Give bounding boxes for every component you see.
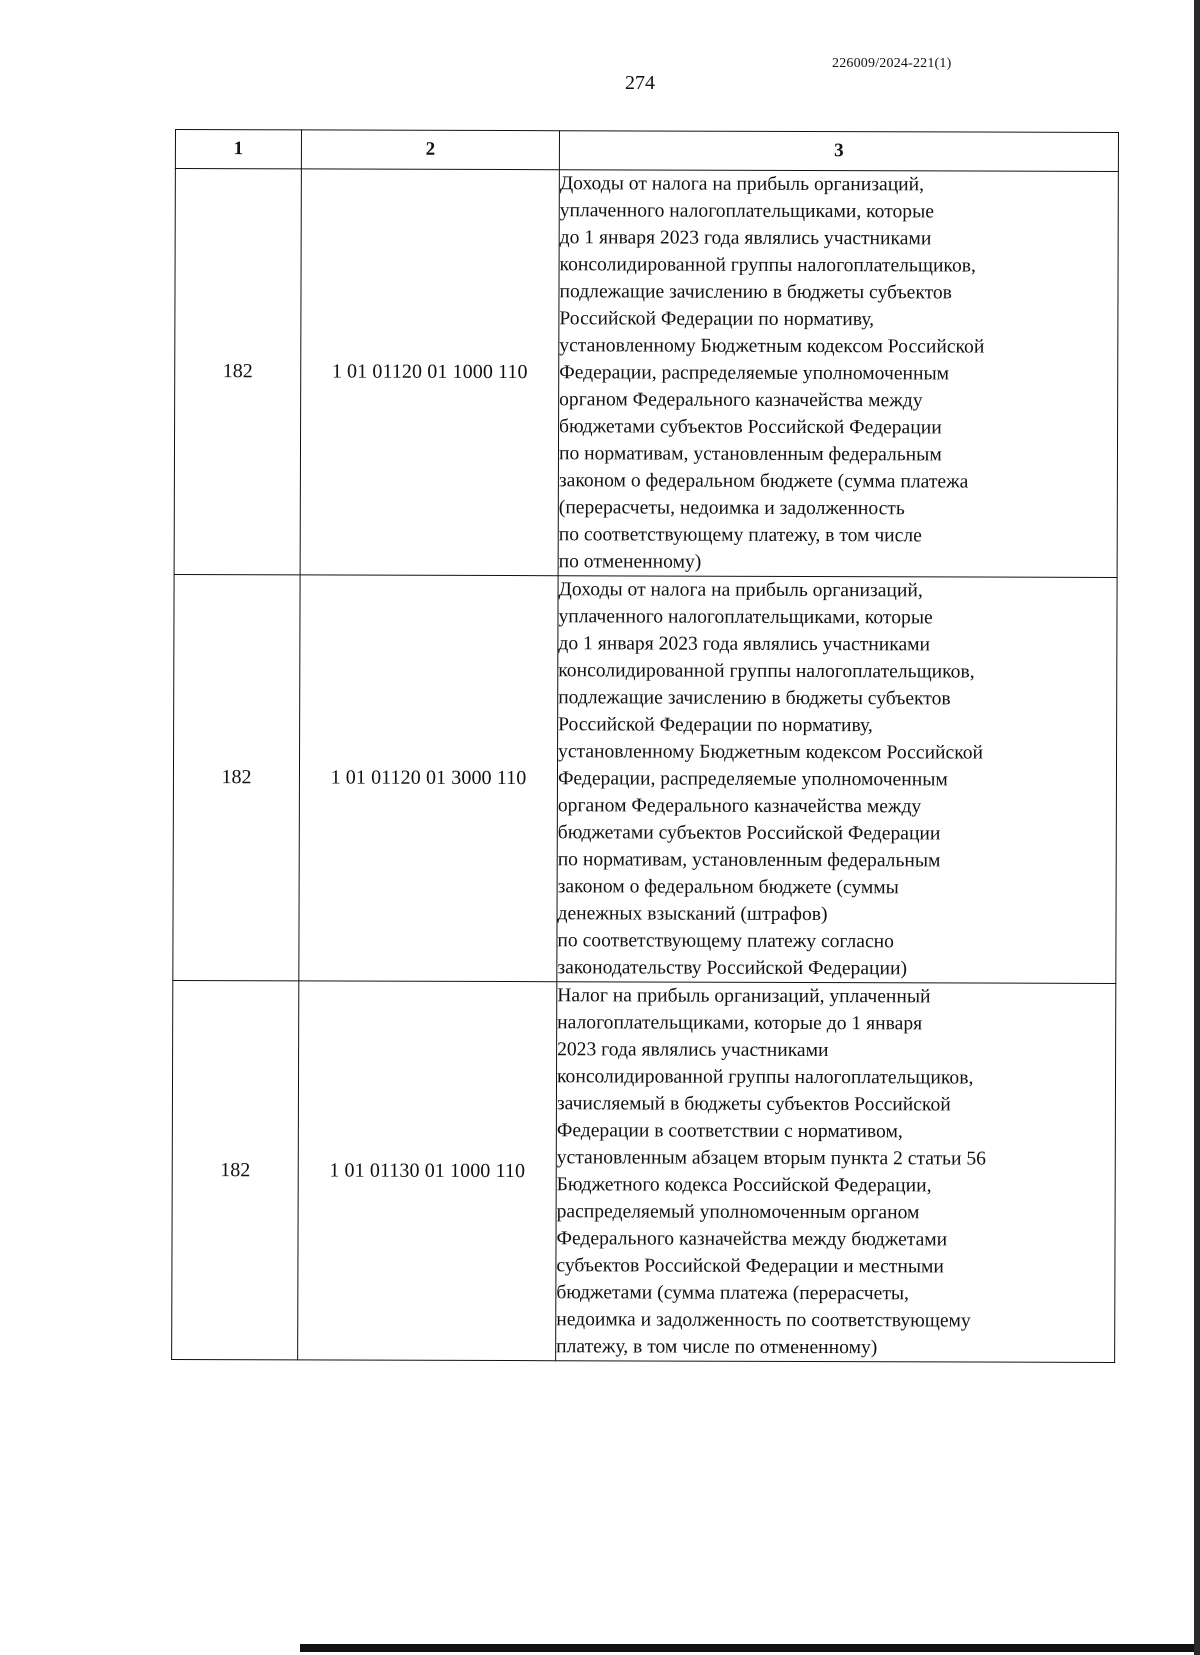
description-line: недоимка и задолженность по соответствующему <box>556 1309 971 1332</box>
description-line: Федерации в соответствии с нормативом, <box>556 1120 903 1143</box>
description-line: (перерасчеты, недоимка и задолженность <box>558 497 905 520</box>
description-line: распределяемый уполномоченным органом <box>556 1201 920 1224</box>
admin-code-cell: 182 <box>172 980 299 1359</box>
description-line: Федерации, распределяемые уполномоченным <box>557 768 948 791</box>
table-header-row <box>175 130 1118 172</box>
description-line: Бюджетного кодекса Российской Федерации, <box>556 1174 932 1197</box>
table-row <box>173 574 1117 983</box>
description-line: законом о федеральном бюджете (суммы <box>557 876 899 899</box>
budget-classification-code-cell: 1 01 01130 01 1000 110 <box>298 981 557 1361</box>
table-row <box>174 169 1118 578</box>
admin-code-cell: 182 <box>174 169 301 575</box>
description-line: уплаченного налогоплательщиками, которые <box>558 606 933 629</box>
budget-classification-code-cell: 1 01 01120 01 3000 110 <box>299 575 558 982</box>
description-line: до 1 января 2023 года являлись участниками <box>559 227 932 250</box>
page-number: 274 <box>625 72 655 94</box>
description-line: подлежащие зачислению в бюджеты субъектов <box>559 281 952 304</box>
description-line: Российской Федерации по нормативу, <box>558 714 873 737</box>
description-line: по нормативам, установленным федеральным <box>558 443 942 466</box>
budget-code-table <box>171 129 1119 1363</box>
description-line: уплаченного налогоплательщиками, которые <box>559 200 935 223</box>
description-line: установленному Бюджетным кодексом Российской <box>559 335 985 358</box>
description-line: консолидированной группы налогоплательщиков, <box>558 660 975 683</box>
column-header-2: 2 <box>301 130 559 170</box>
description-line: Российской Федерации по нормативу, <box>559 308 875 331</box>
description-line: консолидированной группы налогоплательщиков, <box>556 1066 974 1089</box>
description-line: зачисляемый в бюджеты субъектов Российской <box>556 1093 951 1116</box>
description-line: по отмененному) <box>558 551 702 573</box>
description-line: платежу, в том числе по отмененному) <box>556 1336 878 1359</box>
description-line: 2023 года являлись участниками <box>557 1039 829 1062</box>
description-line: Доходы от налога на прибыль организаций, <box>558 579 923 602</box>
scan-bottom-border <box>300 1644 1200 1652</box>
description-line: налогоплательщиками, которые до 1 января <box>557 1012 923 1035</box>
column-header-1: 1 <box>175 130 301 169</box>
income-description-cell <box>557 576 1117 984</box>
admin-code-cell: 182 <box>173 574 300 980</box>
description-line: законодательству Российской Федерации) <box>557 957 908 980</box>
income-description-cell <box>556 982 1116 1363</box>
column-header-3: 3 <box>559 131 1118 172</box>
description-line: по соответствующему платежу согласно <box>557 930 894 953</box>
description-line: Налог на прибыль организаций, уплаченный <box>557 985 931 1008</box>
description-line: по нормативам, установленным федеральным <box>557 849 941 872</box>
description-line: субъектов Российской Федерации и местными <box>556 1255 944 1278</box>
description-line: консолидированной группы налогоплательщиков, <box>559 254 976 277</box>
description-line: Доходы от налога на прибыль организаций, <box>559 173 925 196</box>
description-line: подлежащие зачислению в бюджеты субъектов <box>558 687 951 710</box>
description-line: установленному Бюджетным кодексом Российской <box>558 741 984 764</box>
description-line: по соответствующему платежу, в том числе <box>558 524 922 547</box>
description-line: Федерального казначейства между бюджетами <box>556 1228 948 1251</box>
description-line: законом о федеральном бюджете (сумма платежа <box>558 470 969 493</box>
description-line: Федерации, распределяемые уполномоченным <box>559 362 950 385</box>
description-line: бюджетами субъектов Российской Федерации <box>559 416 942 439</box>
description-line: денежных взысканий (штрафов) <box>557 903 828 926</box>
document-number: 226009/2024-221(1) <box>832 56 952 71</box>
description-line: до 1 января 2023 года являлись участниками <box>558 633 931 656</box>
table-row <box>172 980 1116 1362</box>
income-description-cell <box>558 170 1118 578</box>
description-line: бюджетами субъектов Российской Федерации <box>557 822 941 845</box>
description-line: органом Федерального казначейства между <box>557 795 922 818</box>
budget-classification-code-cell: 1 01 01120 01 1000 110 <box>300 169 559 576</box>
scan-right-border <box>1194 0 1200 1655</box>
description-line: органом Федерального казначейства между <box>559 389 923 412</box>
description-line: бюджетами (сумма платежа (перерасчеты, <box>556 1282 910 1305</box>
description-line: установленным абзацем вторым пункта 2 статьи 56 <box>556 1147 986 1170</box>
